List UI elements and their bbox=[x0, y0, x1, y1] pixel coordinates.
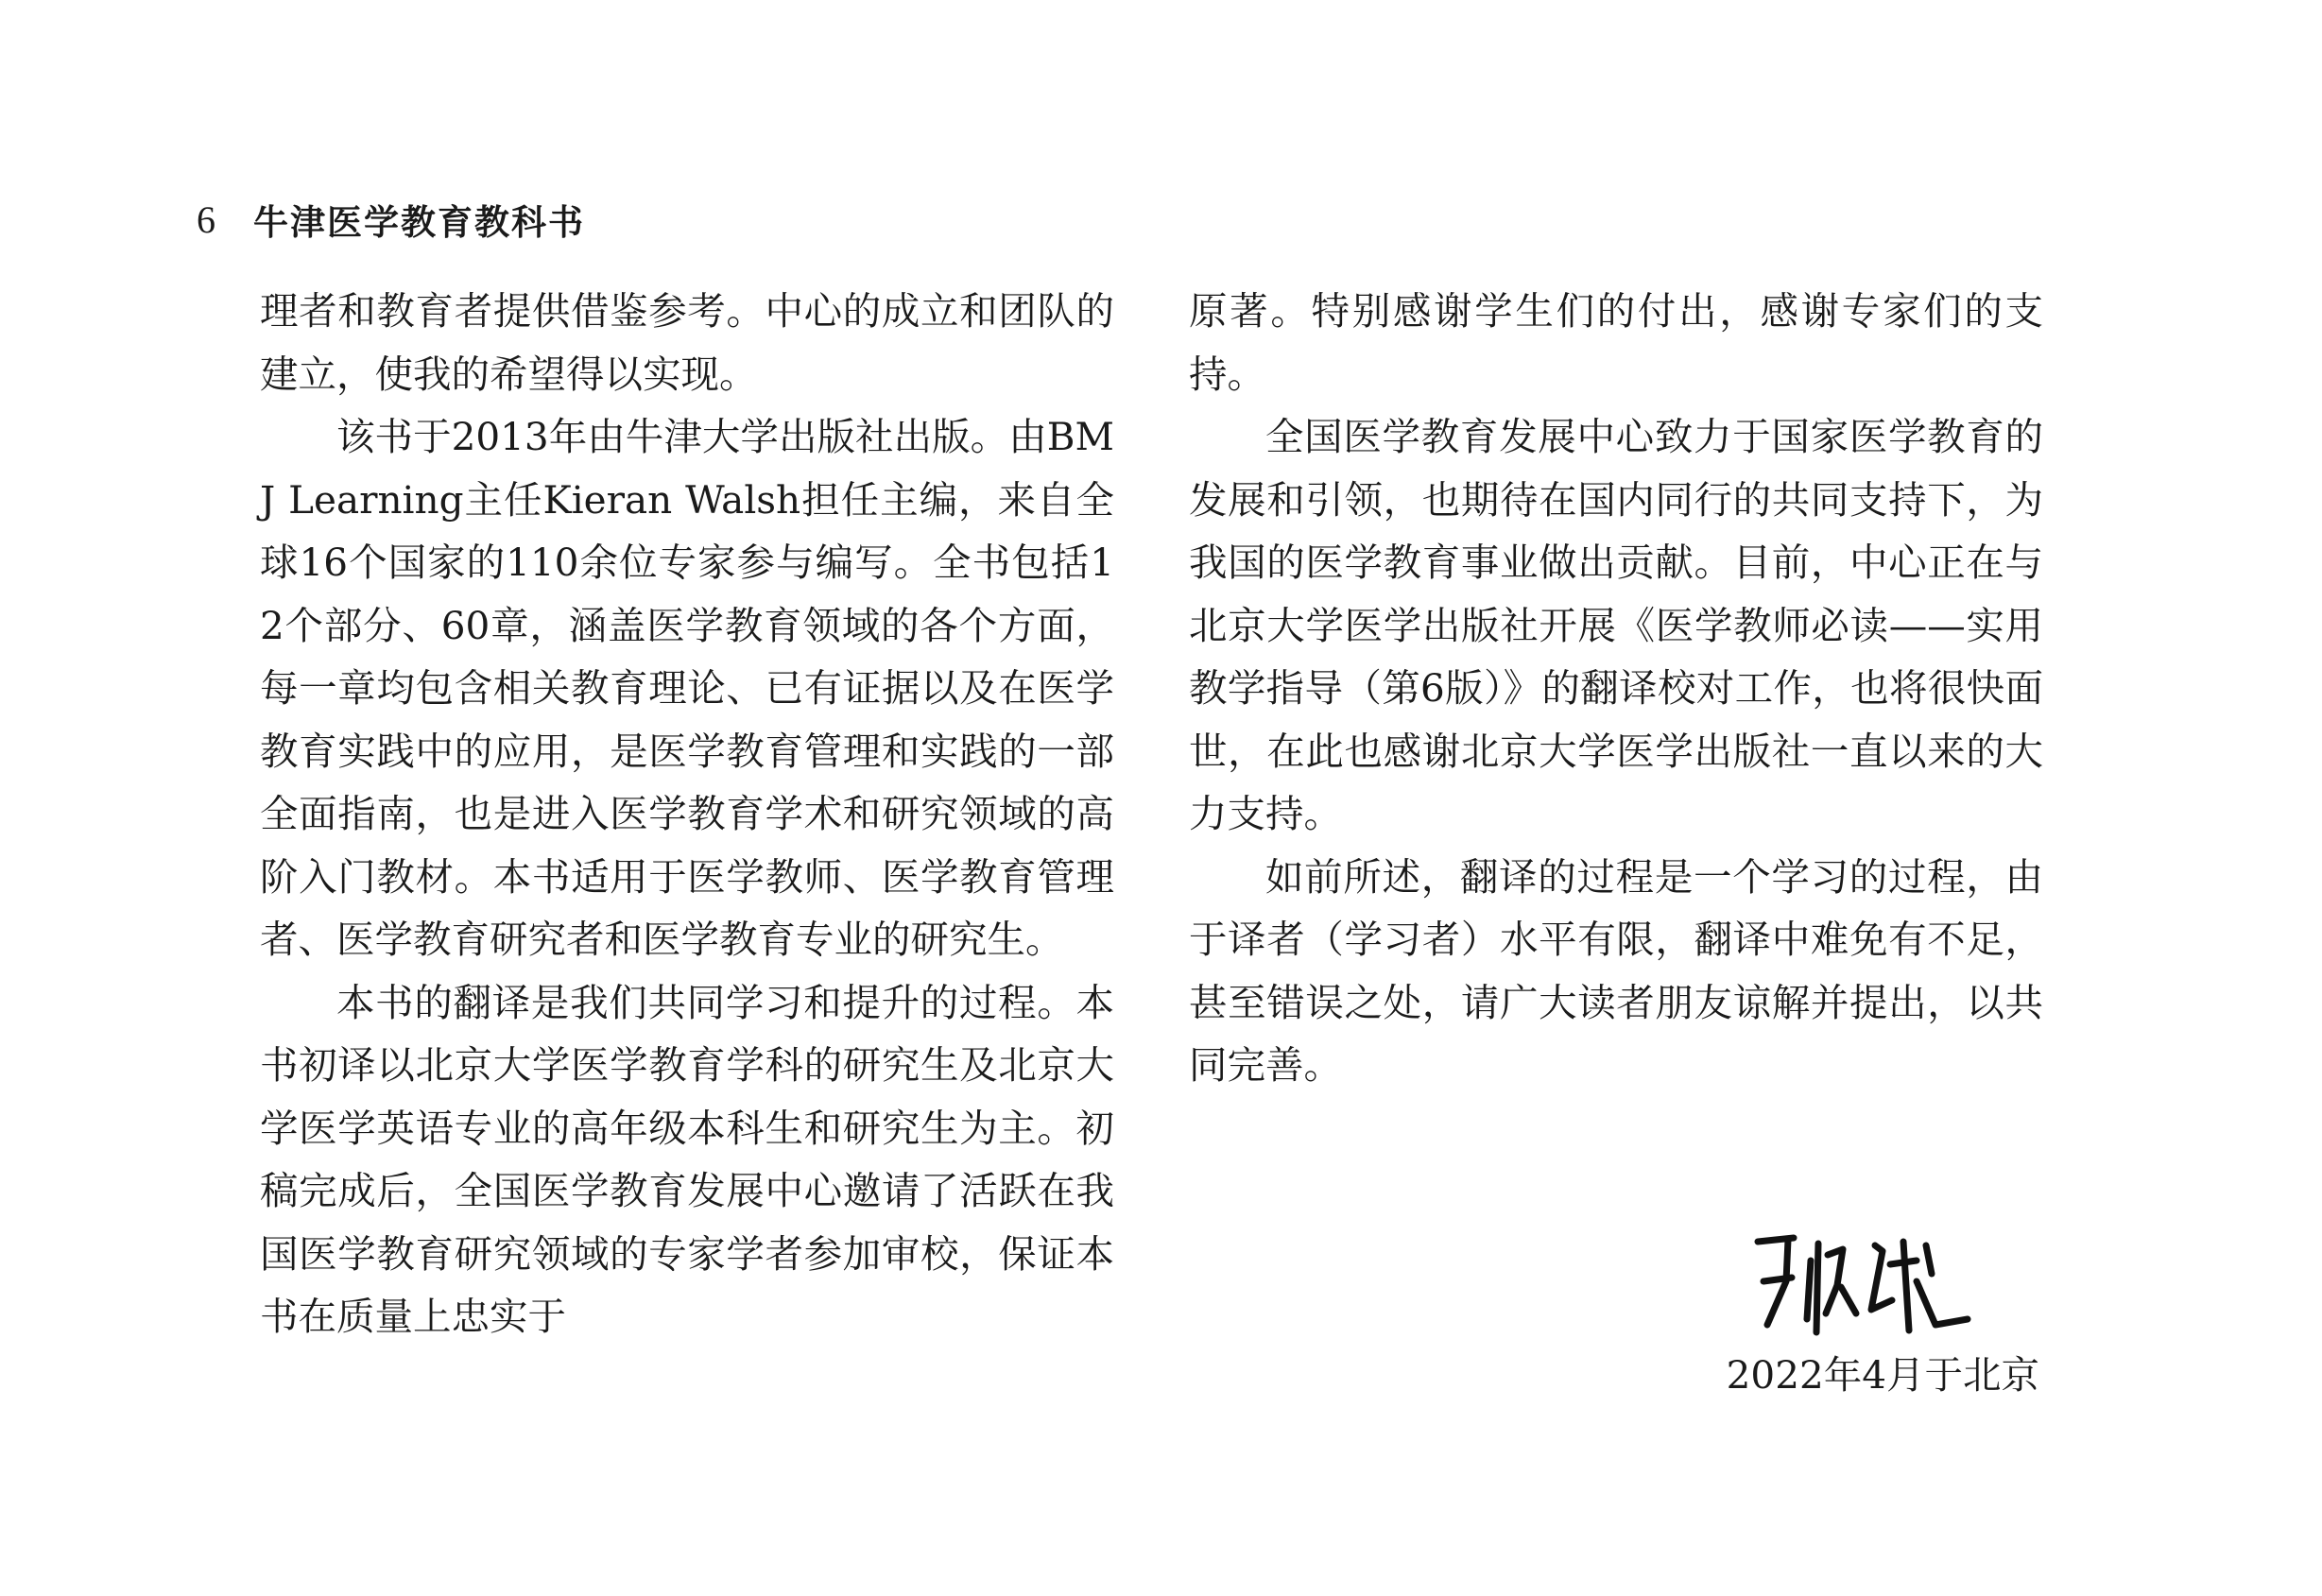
right-column bbox=[1189, 280, 2043, 1097]
running-header bbox=[197, 193, 585, 246]
date-line: 2022年4月于北京 bbox=[1726, 1352, 2039, 1398]
page-number: 6 bbox=[197, 197, 215, 241]
left-paragraph-translation: 本书的翻译是我们共同学习和提升的过程。本书初译以北京大学医学教育学科的研究生及北京大学医学英语专业的高年级本科生和研究生为主。初稿完成后，全国医学教育发展中心邀请了活跃在我国医学教育研究领域的专家学者参加审校，保证本书在质量上忠实于 bbox=[260, 979, 1114, 1339]
right-paragraph-continued: 原著。特别感谢学生们的付出，感谢专家们的支持。 bbox=[1189, 288, 2043, 397]
handwritten-signature bbox=[1750, 1227, 1973, 1340]
book-title: 牛津医学教育教科书 bbox=[253, 202, 585, 243]
right-paragraph-closing: 如前所述，翻译的过程是一个学习的过程，由于译者（学习者）水平有限，翻译中难免有不足，甚至错误之处，请广大读者朋友谅解并提出，以共同完善。 bbox=[1189, 853, 2043, 1088]
left-column bbox=[260, 280, 1114, 1348]
left-paragraph-continued: 理者和教育者提供借鉴参考。中心的成立和团队的建立，使我的希望得以实现。 bbox=[260, 288, 1114, 397]
right-paragraph-center: 全国医学教育发展中心致力于国家医学教育的发展和引领，也期待在国内同行的共同支持下，为我国的医学教育事业做出贡献。目前，中心正在与北京大学医学出版社开展《医学教师必读——实用教学指导（第6版）》的翻译校对工作，也将很快面世，在此也感谢北京大学医学出版社一直以来的大力支持。 bbox=[1189, 414, 2044, 836]
left-paragraph-book-intro: 该书于2013年由牛津大学出版社出版。由BMJ Learning主任Kieran Walsh担任主编，来自全球16个国家的110余位专家参与编写。全书包括12个部分、60章，涵盖医学教育领域的各个方面，每一章均包含相关教育理论、已有证据以及在医学教育实践中的应用，是医学教育管理和实践的一部全面指南，也是进入医学教育学术和研究领域的高阶入门教材。本书适用于医学教师、医学教育管理者、医学教育研究者和医学教育专业的研究生。 bbox=[260, 414, 1114, 962]
